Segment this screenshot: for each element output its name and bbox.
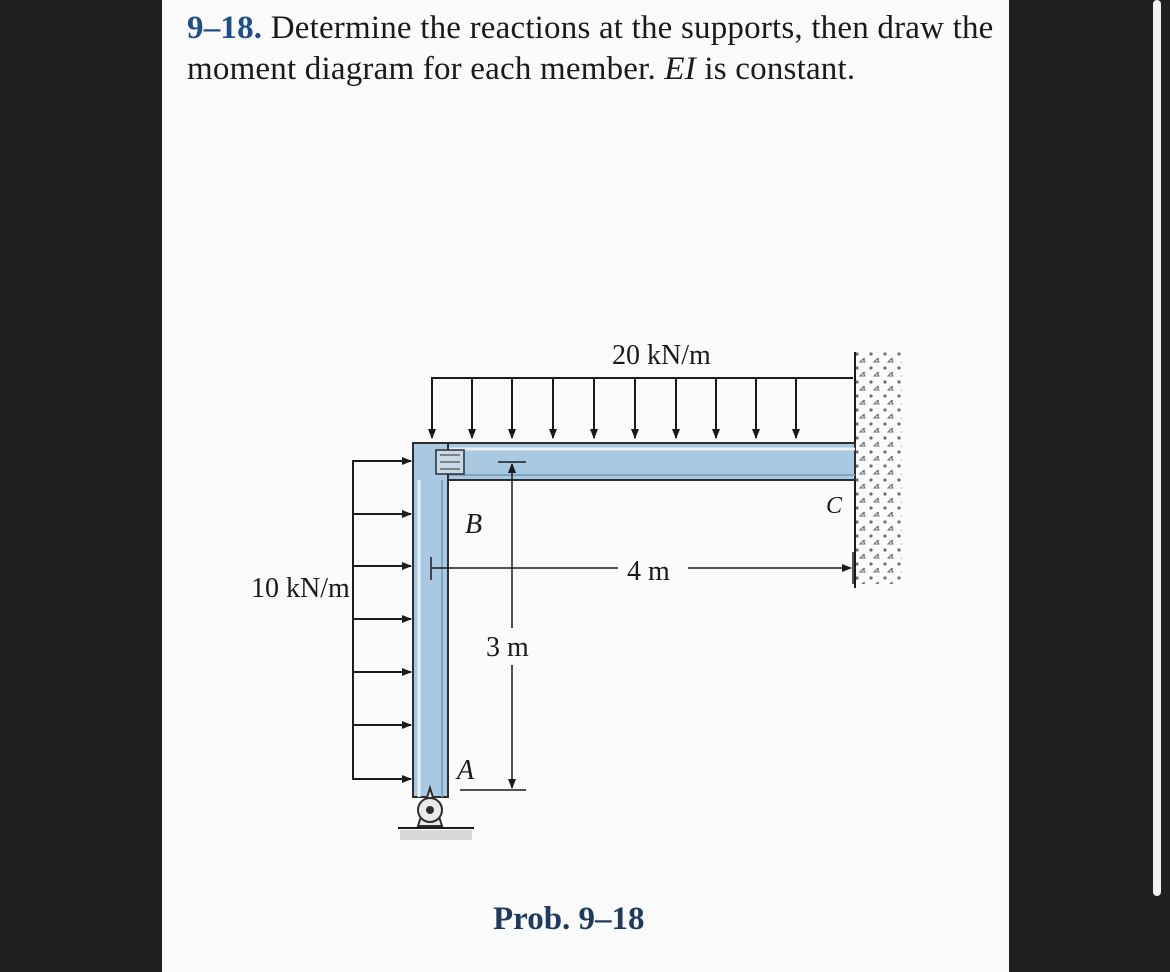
problem-text-end: is constant. <box>704 51 856 87</box>
ei-symbol: EI <box>664 51 696 87</box>
member-bc <box>414 443 855 480</box>
side-load-label: 10 kN/m <box>251 573 350 604</box>
top-load-label: 20 kN/m <box>612 340 711 371</box>
height-label: 3 m <box>486 632 529 663</box>
problem-text: Determine the reactions at the supports, then draw the moment diagram for each member. <box>187 10 994 87</box>
fixed-support-c <box>855 352 902 588</box>
member-ab <box>413 443 464 797</box>
joint-b-label: B <box>465 509 483 540</box>
distributed-load-side <box>353 460 411 780</box>
support-a-label: A <box>457 755 475 786</box>
support-c-label: C <box>826 493 843 519</box>
span-label: 4 m <box>627 556 670 587</box>
figure-caption: Prob. 9–18 <box>493 901 645 937</box>
problem-number: 9–18. <box>187 10 263 46</box>
distributed-load-top <box>431 378 853 438</box>
